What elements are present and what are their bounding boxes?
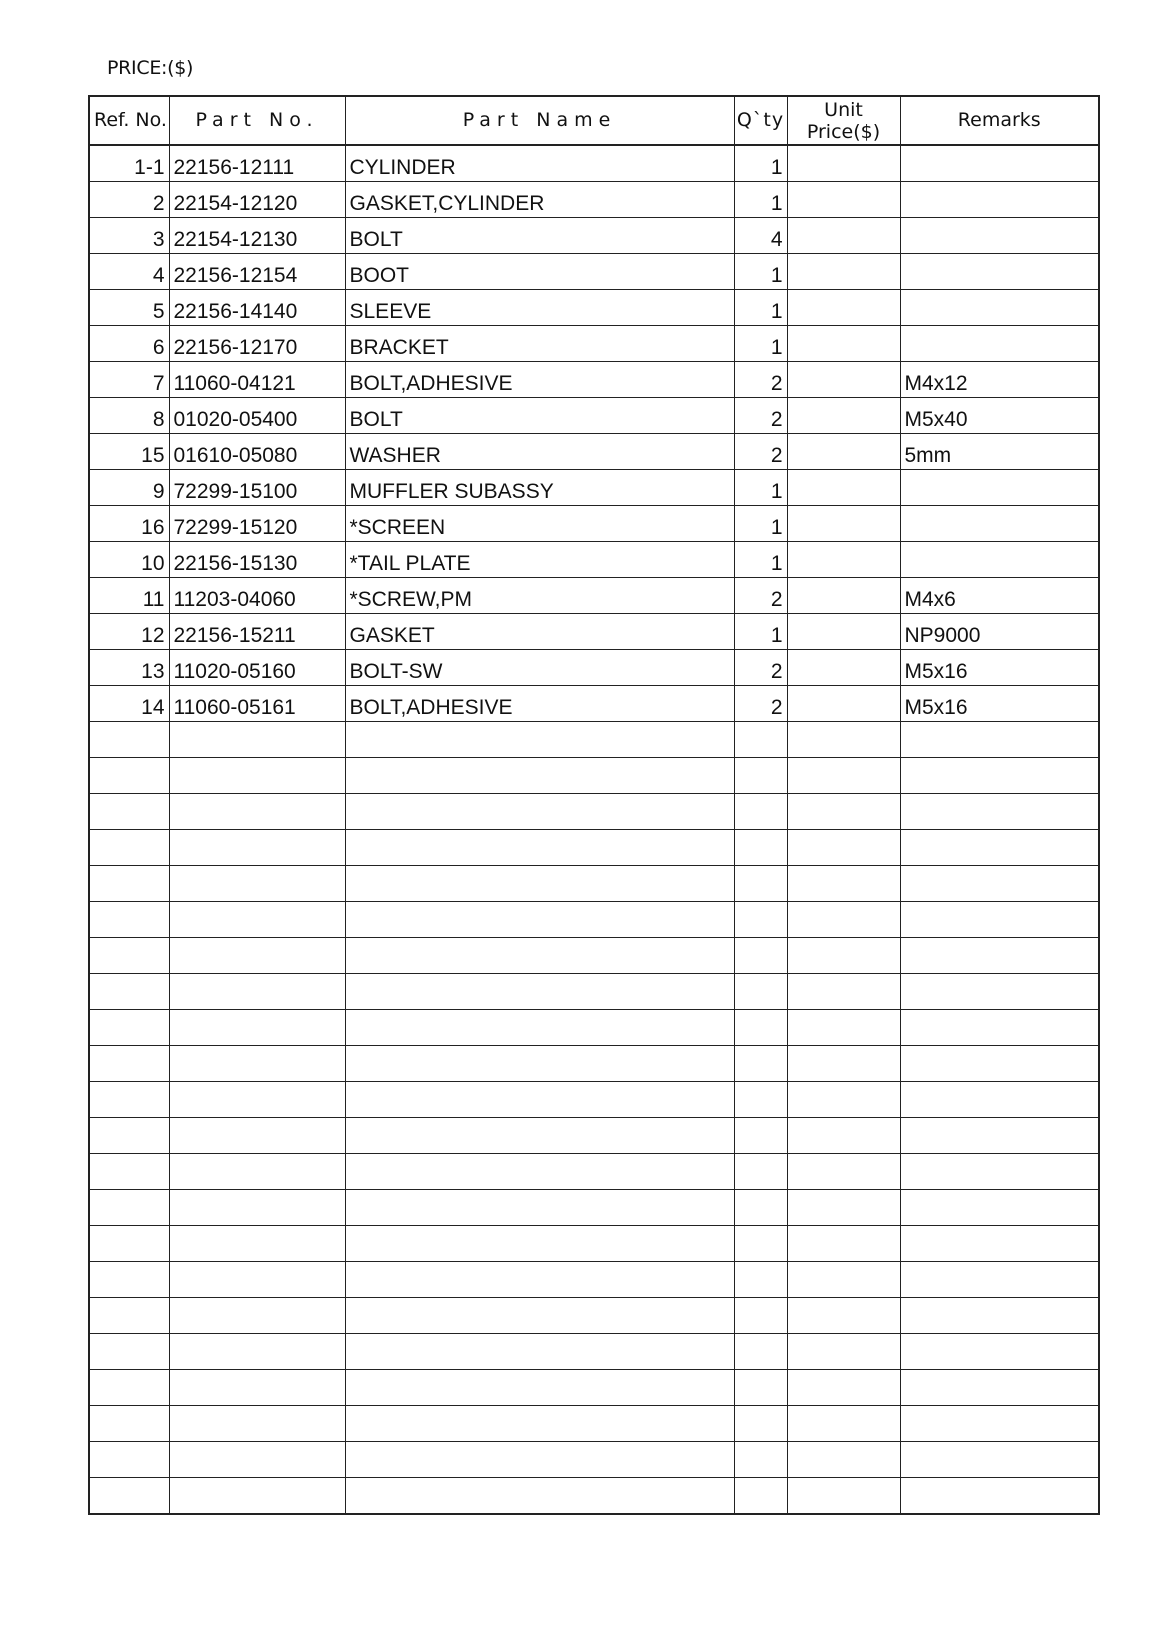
qty-cell: 4	[734, 218, 787, 254]
part-name-cell	[345, 1262, 734, 1298]
ref-cell: 6	[89, 326, 169, 362]
part-no-cell	[169, 1334, 345, 1370]
unit-price-cell	[787, 506, 900, 542]
part-no-cell: 72299-15120	[169, 506, 345, 542]
ref-cell	[89, 1478, 169, 1515]
table-row	[89, 362, 1099, 398]
parts-table-header	[89, 96, 1099, 145]
ref-cell: 5	[89, 290, 169, 326]
ref-cell	[89, 1370, 169, 1406]
part-name-cell	[345, 758, 734, 794]
part-no-cell	[169, 1118, 345, 1154]
qty-cell: 2	[734, 686, 787, 722]
part-no-cell	[169, 1478, 345, 1515]
unit-price-cell	[787, 614, 900, 650]
remarks-cell	[900, 1298, 1099, 1334]
part-name-cell	[345, 1370, 734, 1406]
remarks-cell: 5mm	[900, 434, 1099, 470]
unit-price-cell	[787, 145, 900, 182]
unit-price-cell	[787, 650, 900, 686]
ref-cell	[89, 974, 169, 1010]
qty-cell	[734, 794, 787, 830]
part-name-cell: BOOT	[345, 254, 734, 290]
qty-cell	[734, 902, 787, 938]
unit-price-cell	[787, 1334, 900, 1370]
ref-cell: 2	[89, 182, 169, 218]
qty-cell	[734, 722, 787, 758]
ref-cell: 10	[89, 542, 169, 578]
remarks-cell	[900, 506, 1099, 542]
ref-cell	[89, 1082, 169, 1118]
qty-cell: 1	[734, 614, 787, 650]
part-name-cell	[345, 866, 734, 902]
remarks-cell	[900, 866, 1099, 902]
table-row	[89, 470, 1099, 506]
empty-table-row	[89, 1262, 1099, 1298]
unit-price-cell	[787, 542, 900, 578]
table-row	[89, 650, 1099, 686]
unit-price-cell	[787, 1154, 900, 1190]
remarks-cell	[900, 794, 1099, 830]
empty-table-row	[89, 1334, 1099, 1370]
part-no-cell	[169, 1046, 345, 1082]
table-row	[89, 290, 1099, 326]
empty-table-row	[89, 1010, 1099, 1046]
part-no-cell: 22154-12120	[169, 182, 345, 218]
qty-cell: 2	[734, 650, 787, 686]
table-row	[89, 182, 1099, 218]
parts-table	[88, 95, 1100, 1515]
part-name-cell	[345, 938, 734, 974]
table-row	[89, 145, 1099, 182]
part-no-cell	[169, 794, 345, 830]
remarks-cell	[900, 974, 1099, 1010]
empty-table-row	[89, 1370, 1099, 1406]
unit-price-cell	[787, 1118, 900, 1154]
qty-cell	[734, 938, 787, 974]
part-no-cell	[169, 722, 345, 758]
part-no-cell	[169, 1154, 345, 1190]
part-no-cell: 11060-05161	[169, 686, 345, 722]
empty-table-row	[89, 1154, 1099, 1190]
unit-price-cell	[787, 434, 900, 470]
remarks-cell	[900, 938, 1099, 974]
remarks-cell	[900, 722, 1099, 758]
unit-price-cell	[787, 1406, 900, 1442]
header-unit-price-line1: Unit	[824, 98, 863, 121]
ref-cell: 7	[89, 362, 169, 398]
ref-cell: 4	[89, 254, 169, 290]
part-no-cell: 11203-04060	[169, 578, 345, 614]
qty-cell	[734, 1046, 787, 1082]
unit-price-cell	[787, 578, 900, 614]
remarks-cell: NP9000	[900, 614, 1099, 650]
qty-cell	[734, 1154, 787, 1190]
qty-cell: 2	[734, 362, 787, 398]
qty-cell	[734, 974, 787, 1010]
part-no-cell: 22154-12130	[169, 218, 345, 254]
empty-table-row	[89, 794, 1099, 830]
part-no-cell	[169, 938, 345, 974]
remarks-cell	[900, 542, 1099, 578]
part-no-cell	[169, 1226, 345, 1262]
qty-cell: 1	[734, 290, 787, 326]
part-no-cell	[169, 974, 345, 1010]
ref-cell	[89, 1154, 169, 1190]
part-no-cell: 11060-04121	[169, 362, 345, 398]
table-row	[89, 434, 1099, 470]
part-name-cell	[345, 1478, 734, 1515]
qty-cell	[734, 1442, 787, 1478]
part-name-cell	[345, 830, 734, 866]
part-name-cell: BOLT,ADHESIVE	[345, 362, 734, 398]
table-row	[89, 578, 1099, 614]
price-label: PRICE:($)	[107, 57, 194, 79]
ref-cell	[89, 1406, 169, 1442]
empty-table-row	[89, 1442, 1099, 1478]
unit-price-cell	[787, 1226, 900, 1262]
part-name-cell: WASHER	[345, 434, 734, 470]
remarks-cell	[900, 1442, 1099, 1478]
remarks-cell	[900, 1226, 1099, 1262]
ref-cell: 12	[89, 614, 169, 650]
unit-price-cell	[787, 254, 900, 290]
part-name-cell	[345, 902, 734, 938]
ref-cell: 11	[89, 578, 169, 614]
remarks-cell: M4x6	[900, 578, 1099, 614]
part-no-cell	[169, 1406, 345, 1442]
remarks-cell	[900, 218, 1099, 254]
empty-table-row	[89, 1190, 1099, 1226]
ref-cell: 15	[89, 434, 169, 470]
ref-cell	[89, 758, 169, 794]
remarks-cell: M4x12	[900, 362, 1099, 398]
qty-cell: 1	[734, 254, 787, 290]
unit-price-cell	[787, 290, 900, 326]
unit-price-cell	[787, 1478, 900, 1515]
empty-table-row	[89, 830, 1099, 866]
remarks-cell	[900, 1046, 1099, 1082]
ref-cell	[89, 866, 169, 902]
empty-table-row	[89, 1046, 1099, 1082]
remarks-cell	[900, 1154, 1099, 1190]
remarks-cell: M5x16	[900, 686, 1099, 722]
unit-price-cell	[787, 182, 900, 218]
part-name-cell: *SCREW,PM	[345, 578, 734, 614]
part-name-cell: BOLT	[345, 398, 734, 434]
ref-cell: 16	[89, 506, 169, 542]
part-name-cell: *TAIL PLATE	[345, 542, 734, 578]
unit-price-cell	[787, 830, 900, 866]
part-name-cell	[345, 1442, 734, 1478]
qty-cell	[734, 1010, 787, 1046]
unit-price-cell	[787, 794, 900, 830]
remarks-cell: M5x40	[900, 398, 1099, 434]
qty-cell: 2	[734, 578, 787, 614]
part-name-cell	[345, 1226, 734, 1262]
part-no-cell: 22156-15130	[169, 542, 345, 578]
part-no-cell	[169, 1082, 345, 1118]
ref-cell	[89, 722, 169, 758]
unit-price-cell	[787, 218, 900, 254]
part-no-cell: 11020-05160	[169, 650, 345, 686]
unit-price-cell	[787, 722, 900, 758]
table-row	[89, 326, 1099, 362]
header-part-name: Part Name	[345, 96, 734, 145]
ref-cell	[89, 1442, 169, 1478]
empty-table-row	[89, 758, 1099, 794]
part-no-cell	[169, 902, 345, 938]
qty-cell	[734, 1370, 787, 1406]
part-no-cell	[169, 830, 345, 866]
ref-cell: 14	[89, 686, 169, 722]
header-row	[89, 96, 1099, 145]
ref-cell: 9	[89, 470, 169, 506]
remarks-cell	[900, 1262, 1099, 1298]
unit-price-cell	[787, 902, 900, 938]
part-name-cell: BOLT,ADHESIVE	[345, 686, 734, 722]
part-name-cell: *SCREEN	[345, 506, 734, 542]
remarks-cell	[900, 145, 1099, 182]
remarks-cell	[900, 1082, 1099, 1118]
unit-price-cell	[787, 866, 900, 902]
parts-table-body	[89, 145, 1099, 1514]
unit-price-cell	[787, 1082, 900, 1118]
part-name-cell: CYLINDER	[345, 145, 734, 182]
remarks-cell	[900, 254, 1099, 290]
ref-cell: 8	[89, 398, 169, 434]
part-no-cell: 22156-12111	[169, 145, 345, 182]
part-name-cell	[345, 722, 734, 758]
remarks-cell: M5x16	[900, 650, 1099, 686]
unit-price-cell	[787, 470, 900, 506]
remarks-cell	[900, 1406, 1099, 1442]
remarks-cell	[900, 1478, 1099, 1515]
qty-cell: 1	[734, 542, 787, 578]
empty-table-row	[89, 1082, 1099, 1118]
ref-cell	[89, 830, 169, 866]
part-no-cell: 22156-14140	[169, 290, 345, 326]
unit-price-cell	[787, 1190, 900, 1226]
table-row	[89, 542, 1099, 578]
ref-cell	[89, 938, 169, 974]
unit-price-cell	[787, 1298, 900, 1334]
remarks-cell	[900, 326, 1099, 362]
remarks-cell	[900, 758, 1099, 794]
part-name-cell	[345, 1334, 734, 1370]
qty-cell: 1	[734, 145, 787, 182]
header-part-no: Part No.	[169, 96, 345, 145]
qty-cell	[734, 1262, 787, 1298]
part-no-cell: 72299-15100	[169, 470, 345, 506]
part-name-cell: GASKET,CYLINDER	[345, 182, 734, 218]
part-name-cell: BOLT	[345, 218, 734, 254]
part-name-cell: SLEEVE	[345, 290, 734, 326]
ref-cell	[89, 1190, 169, 1226]
part-no-cell: 22156-12170	[169, 326, 345, 362]
part-no-cell: 22156-15211	[169, 614, 345, 650]
unit-price-cell	[787, 938, 900, 974]
remarks-cell	[900, 1334, 1099, 1370]
ref-cell: 3	[89, 218, 169, 254]
part-no-cell	[169, 758, 345, 794]
table-row	[89, 506, 1099, 542]
ref-cell	[89, 794, 169, 830]
remarks-cell	[900, 182, 1099, 218]
qty-cell	[734, 1298, 787, 1334]
part-name-cell: BOLT-SW	[345, 650, 734, 686]
remarks-cell	[900, 1118, 1099, 1154]
part-no-cell: 01610-05080	[169, 434, 345, 470]
unit-price-cell	[787, 362, 900, 398]
part-name-cell	[345, 1118, 734, 1154]
part-no-cell: 22156-12154	[169, 254, 345, 290]
qty-cell	[734, 1226, 787, 1262]
ref-cell	[89, 902, 169, 938]
header-remarks: Remarks	[900, 96, 1099, 145]
qty-cell	[734, 1478, 787, 1515]
unit-price-cell	[787, 1442, 900, 1478]
unit-price-cell	[787, 758, 900, 794]
ref-cell	[89, 1010, 169, 1046]
empty-table-row	[89, 1298, 1099, 1334]
qty-cell	[734, 1190, 787, 1226]
table-row	[89, 614, 1099, 650]
header-unit-price	[787, 96, 900, 145]
qty-cell: 1	[734, 182, 787, 218]
qty-cell	[734, 1082, 787, 1118]
part-name-cell: MUFFLER SUBASSY	[345, 470, 734, 506]
empty-table-row	[89, 866, 1099, 902]
table-row	[89, 398, 1099, 434]
ref-cell: 1-1	[89, 145, 169, 182]
empty-table-row	[89, 1478, 1099, 1515]
qty-cell	[734, 1118, 787, 1154]
part-no-cell	[169, 1190, 345, 1226]
part-name-cell	[345, 794, 734, 830]
ref-cell	[89, 1334, 169, 1370]
part-no-cell	[169, 1298, 345, 1334]
header-qty: Q`ty	[734, 96, 787, 145]
qty-cell: 2	[734, 434, 787, 470]
remarks-cell	[900, 1370, 1099, 1406]
unit-price-cell	[787, 1262, 900, 1298]
part-no-cell	[169, 1370, 345, 1406]
unit-price-cell	[787, 398, 900, 434]
ref-cell	[89, 1262, 169, 1298]
ref-cell	[89, 1046, 169, 1082]
remarks-cell	[900, 1190, 1099, 1226]
header-ref-no: Ref. No.	[89, 96, 169, 145]
remarks-cell	[900, 290, 1099, 326]
remarks-cell	[900, 1010, 1099, 1046]
qty-cell: 1	[734, 326, 787, 362]
unit-price-cell	[787, 1046, 900, 1082]
part-name-cell	[345, 1046, 734, 1082]
qty-cell: 1	[734, 470, 787, 506]
empty-table-row	[89, 722, 1099, 758]
part-name-cell	[345, 1298, 734, 1334]
qty-cell: 2	[734, 398, 787, 434]
table-row	[89, 686, 1099, 722]
unit-price-cell	[787, 326, 900, 362]
empty-table-row	[89, 1226, 1099, 1262]
ref-cell	[89, 1226, 169, 1262]
part-name-cell	[345, 1082, 734, 1118]
part-name-cell	[345, 1190, 734, 1226]
qty-cell	[734, 758, 787, 794]
qty-cell: 1	[734, 506, 787, 542]
part-name-cell	[345, 1406, 734, 1442]
part-no-cell	[169, 866, 345, 902]
part-name-cell	[345, 974, 734, 1010]
part-name-cell: GASKET	[345, 614, 734, 650]
unit-price-cell	[787, 974, 900, 1010]
qty-cell	[734, 1334, 787, 1370]
empty-table-row	[89, 902, 1099, 938]
part-no-cell	[169, 1262, 345, 1298]
remarks-cell	[900, 830, 1099, 866]
empty-table-row	[89, 974, 1099, 1010]
part-no-cell: 01020-05400	[169, 398, 345, 434]
qty-cell	[734, 830, 787, 866]
remarks-cell	[900, 902, 1099, 938]
part-no-cell	[169, 1010, 345, 1046]
table-row	[89, 218, 1099, 254]
header-unit-price-line2: Price($)	[806, 120, 881, 143]
unit-price-cell	[787, 1370, 900, 1406]
unit-price-cell	[787, 1010, 900, 1046]
qty-cell	[734, 866, 787, 902]
remarks-cell	[900, 470, 1099, 506]
table-row	[89, 254, 1099, 290]
ref-cell	[89, 1118, 169, 1154]
ref-cell	[89, 1298, 169, 1334]
part-no-cell	[169, 1442, 345, 1478]
qty-cell	[734, 1406, 787, 1442]
empty-table-row	[89, 938, 1099, 974]
empty-table-row	[89, 1118, 1099, 1154]
unit-price-cell	[787, 686, 900, 722]
part-name-cell	[345, 1154, 734, 1190]
part-name-cell	[345, 1010, 734, 1046]
empty-table-row	[89, 1406, 1099, 1442]
ref-cell: 13	[89, 650, 169, 686]
part-name-cell: BRACKET	[345, 326, 734, 362]
